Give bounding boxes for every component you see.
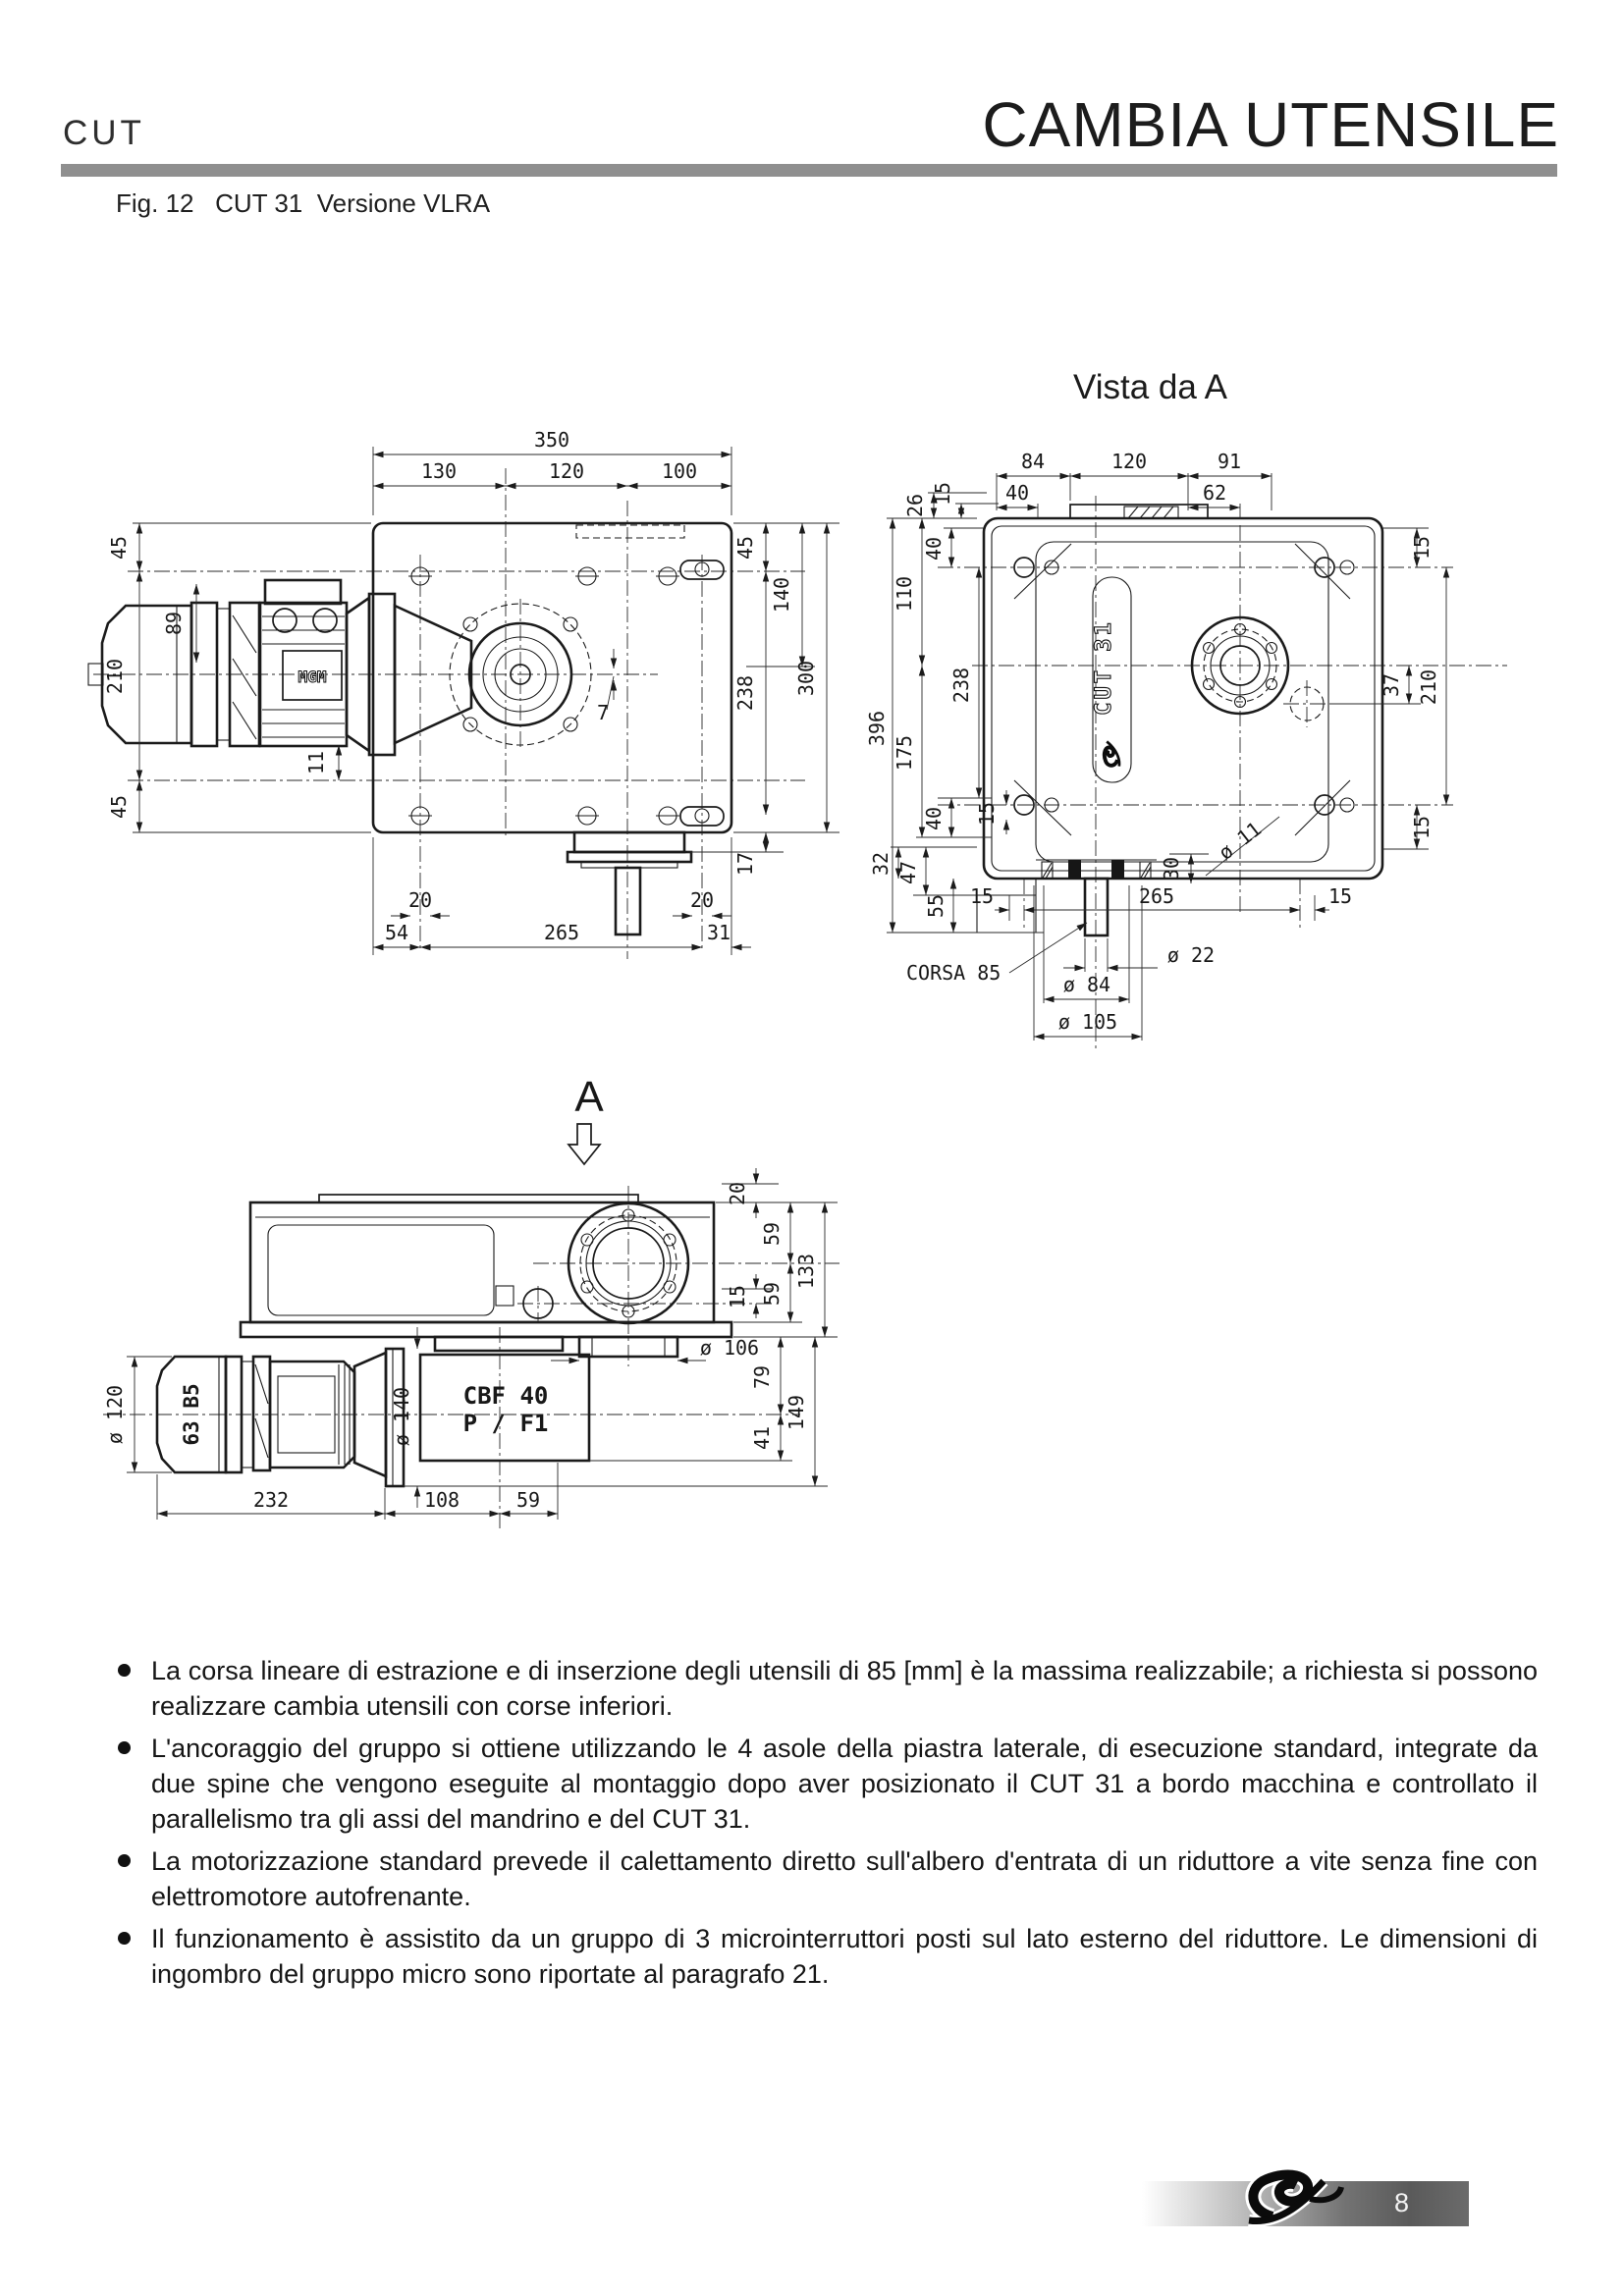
- dim-91: 91: [1217, 450, 1242, 473]
- dim-37: 37: [1380, 672, 1403, 698]
- centerlines: [93, 468, 805, 959]
- bullet-icon: [118, 1741, 131, 1754]
- dim-265: 265: [1138, 884, 1175, 908]
- list-item: [116, 1843, 1538, 1914]
- dim-108: 108: [423, 1488, 460, 1512]
- header-rule: [61, 164, 1557, 177]
- dim-265: 265: [543, 921, 580, 944]
- dim-59: 59: [515, 1488, 541, 1512]
- side-view-drawing: [79, 417, 854, 967]
- dim-32: 32: [869, 851, 893, 877]
- dim-40-l-top: 40: [922, 536, 946, 561]
- dim-238: 238: [949, 667, 973, 704]
- dim-15-r-bot: 15: [1410, 815, 1434, 840]
- spindle-flange-bottom: [568, 832, 691, 934]
- note-text: La corsa lineare di estrazione e di inserzione degli utensili di 85 [mm] è la massima realizzabile; a richiesta si possono realizzare cambia utensili con corse inferiori.: [151, 1656, 1538, 1721]
- dim-dia140: ø 140: [390, 1386, 413, 1447]
- list-item: [116, 1653, 1538, 1724]
- dim-41: 41: [750, 1425, 774, 1451]
- housing-top: [241, 1195, 731, 1357]
- dim-238: 238: [733, 674, 757, 712]
- dim-350: 350: [533, 428, 570, 452]
- motor-assembly: [88, 580, 471, 755]
- dim-232: 232: [252, 1488, 290, 1512]
- dim-120: 120: [1110, 450, 1148, 473]
- notes-list: [116, 1653, 1538, 1999]
- motor-size-label: 63 B5: [180, 1383, 203, 1446]
- list-item: [116, 1921, 1538, 1992]
- dim-15-l: 15: [975, 801, 999, 827]
- dim-17: 17: [733, 851, 757, 877]
- figure-caption: Fig. 12 CUT 31 Versione VLRA: [116, 188, 491, 218]
- note-text: La motorizzazione standard prevede il calettamento diretto sull'albero d'entrata di un riduttore a vite senza fine con elettromotore autofrenante.: [151, 1846, 1538, 1911]
- product-code: CUT: [63, 114, 145, 152]
- dim-15-topleft: 15: [931, 481, 954, 507]
- mount-plate: [373, 523, 731, 832]
- bullet-icon: [118, 1664, 131, 1677]
- gearbox-label-line1: CBF 40: [462, 1382, 549, 1410]
- dim-40-l-bot: 40: [922, 806, 946, 831]
- dim-120: 120: [548, 459, 585, 483]
- dim-84: 84: [1020, 450, 1046, 473]
- dim-20-right: 20: [689, 888, 715, 912]
- dim-dia120: ø 120: [103, 1384, 127, 1445]
- output-flange: [1192, 617, 1324, 721]
- page-title: CAMBIA UTENSILE: [982, 89, 1559, 160]
- dim-30: 30: [1160, 856, 1183, 881]
- dim-89: 89: [162, 611, 186, 636]
- note-text: L'ancoraggio del gruppo si ottiene utilizzando le 4 asole della piastra laterale, di esecuzione standard, integrate da due spine che vengono eseguite al montaggio dopo aver posizionato il CUT 31 a bordo macchina e controllato il parallelismo tra gli assi del mandrino e del CUT 31.: [151, 1734, 1538, 1834]
- dim-7: 7: [597, 701, 610, 724]
- nameplate-badge: [1092, 577, 1131, 782]
- dim-130: 130: [420, 459, 458, 483]
- dim-20: 20: [726, 1181, 749, 1206]
- page-number: 8: [1394, 2188, 1410, 2217]
- dimension-labels: [103, 1182, 818, 1512]
- dim-15-r-top: 15: [1410, 535, 1434, 561]
- dim-133: 133: [794, 1253, 818, 1290]
- gearbox-label-line2: P / F1: [462, 1410, 549, 1437]
- badge-label: CUT 31: [1092, 619, 1116, 716]
- dim-dia105: ø 105: [1057, 1010, 1118, 1034]
- dim-175: 175: [893, 734, 916, 772]
- dimension-labels: [103, 428, 818, 944]
- dim-dia84: ø 84: [1062, 973, 1111, 996]
- dim-59b: 59: [760, 1281, 784, 1307]
- motor-brand-label: MGM: [298, 667, 327, 686]
- corsa-label: CORSA 85: [906, 961, 1001, 985]
- dim-40-top: 40: [1004, 481, 1030, 505]
- dim-54: 54: [384, 921, 409, 944]
- dim-59a: 59: [760, 1221, 784, 1247]
- dim-dia22: ø 22: [1166, 943, 1216, 967]
- list-item: [116, 1731, 1538, 1837]
- vista-title: Vista da A: [1073, 368, 1227, 406]
- dim-11: 11: [304, 750, 328, 775]
- down-arrow-icon: [568, 1124, 600, 1164]
- dim-45-bot: 45: [107, 794, 131, 820]
- dim-20-left: 20: [407, 888, 433, 912]
- dim-dia106: ø 106: [699, 1336, 760, 1360]
- dim-31: 31: [706, 921, 731, 944]
- dim-45-top: 45: [107, 535, 131, 561]
- view-a-label: A: [574, 1073, 604, 1121]
- bullet-icon: [118, 1854, 131, 1867]
- bottom-view-drawing: [93, 1070, 884, 1580]
- dim-47: 47: [896, 860, 920, 885]
- dim-62: 62: [1202, 481, 1227, 505]
- badge-logo-icon: [1105, 741, 1119, 766]
- dim-100: 100: [661, 459, 698, 483]
- dim-15-b-left: 15: [969, 884, 995, 908]
- dim-396: 396: [865, 710, 889, 747]
- note-text: Il funzionamento è assistito da un gruppo di 3 microinterruttori posti sul lato esterno del riduttore. Le dimensioni di ingombro del gruppo micro sono riportate al paragrafo 21.: [151, 1924, 1538, 1989]
- dim-45-right: 45: [733, 535, 757, 561]
- vista-drawing: [865, 363, 1527, 1065]
- dim-149: 149: [785, 1394, 808, 1431]
- dim-55: 55: [924, 893, 947, 919]
- dim-15-b-right: 15: [1327, 884, 1353, 908]
- dim-110: 110: [893, 575, 916, 613]
- dim-15: 15: [726, 1284, 749, 1309]
- gearbox-motor: [157, 1337, 589, 1486]
- dim-210: 210: [103, 658, 127, 695]
- dim-300: 300: [794, 660, 818, 697]
- centerlines: [938, 496, 1507, 1050]
- dim-210: 210: [1417, 668, 1440, 706]
- bullet-icon: [118, 1932, 131, 1945]
- brand-logo-icon: [1239, 2156, 1367, 2230]
- view-direction: [568, 1073, 604, 1164]
- dim-26: 26: [903, 493, 927, 518]
- dim-dia11: ø 11: [1214, 817, 1267, 865]
- dim-140: 140: [770, 576, 793, 614]
- dim-79: 79: [750, 1364, 774, 1390]
